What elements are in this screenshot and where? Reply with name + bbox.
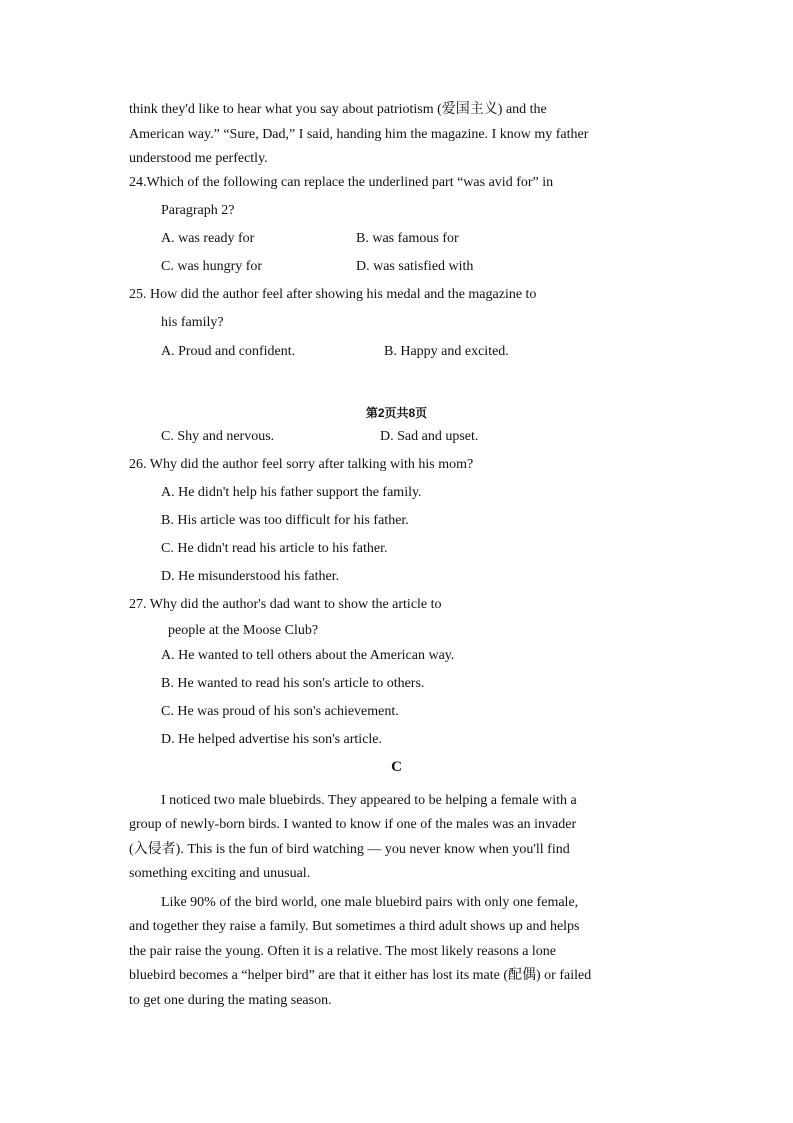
question-25-stem-cont: his family? [161, 315, 224, 330]
q25-option-c: C. Shy and nervous. [161, 429, 275, 444]
question-26-stem: 26. Why did the author feel sorry after talking with his mom? [129, 457, 474, 472]
passage-line: the pair raise the young. Often it is a relative. The most likely reasons a lone [129, 944, 557, 959]
passage-line: to get one during the mating season. [129, 993, 332, 1008]
q24-option-a: A. was ready for [161, 231, 255, 246]
passage-line: I noticed two male bluebirds. They appeared to be helping a female with a [161, 793, 577, 808]
passage-line: bluebird becomes a “helper bird” are that it either has lost its mate (配偶) or failed [129, 968, 592, 983]
question-24-stem-cont: Paragraph 2? [161, 203, 235, 218]
q27-option-c: C. He was proud of his son's achievement. [161, 704, 399, 719]
q25-option-d: D. Sad and upset. [380, 429, 479, 444]
q25-option-b: B. Happy and excited. [384, 344, 509, 359]
intro-line: American way.” “Sure, Dad,” I said, handing him the magazine. I know my father [129, 127, 589, 142]
q27-option-b: B. He wanted to read his son's article to others. [161, 676, 425, 691]
q26-option-b: B. His article was too difficult for his father. [161, 513, 409, 528]
passage-line: something exciting and unusual. [129, 866, 311, 881]
q27-option-a: A. He wanted to tell others about the American way. [161, 648, 455, 663]
intro-line: think they'd like to hear what you say about patriotism (爱国主义) and the [129, 102, 547, 117]
q27-option-d: D. He helped advertise his son's article. [161, 732, 383, 747]
passage-line: (入侵者). This is the fun of bird watching — you never know when you'll find [129, 842, 570, 857]
passage-line: Like 90% of the bird world, one male bluebird pairs with only one female, [161, 895, 579, 910]
question-25-stem: 25. How did the author feel after showing his medal and the magazine to [129, 287, 537, 302]
q26-option-a: A. He didn't help his father support the family. [161, 485, 422, 500]
passage-line: and together they raise a family. But sometimes a third adult shows up and helps [129, 919, 580, 934]
q26-option-d: D. He misunderstood his father. [161, 569, 340, 584]
passage-line: group of newly-born birds. I wanted to know if one of the males was an invader [129, 817, 577, 832]
section-heading: C [391, 759, 402, 775]
question-27-stem: 27. Why did the author's dad want to show the article to [129, 597, 442, 612]
q24-option-d: D. was satisfied with [356, 259, 474, 274]
q25-option-a: A. Proud and confident. [161, 344, 296, 359]
intro-line: understood me perfectly. [129, 151, 268, 166]
q26-option-c: C. He didn't read his article to his father. [161, 541, 388, 556]
q24-option-b: B. was famous for [356, 231, 459, 246]
page-number: 第2页共8页 [365, 406, 428, 420]
question-27-stem-cont: people at the Moose Club? [168, 623, 319, 638]
q24-option-c: C. was hungry for [161, 259, 263, 274]
question-24-stem: 24.Which of the following can replace the underlined part “was avid for” in [129, 175, 554, 190]
